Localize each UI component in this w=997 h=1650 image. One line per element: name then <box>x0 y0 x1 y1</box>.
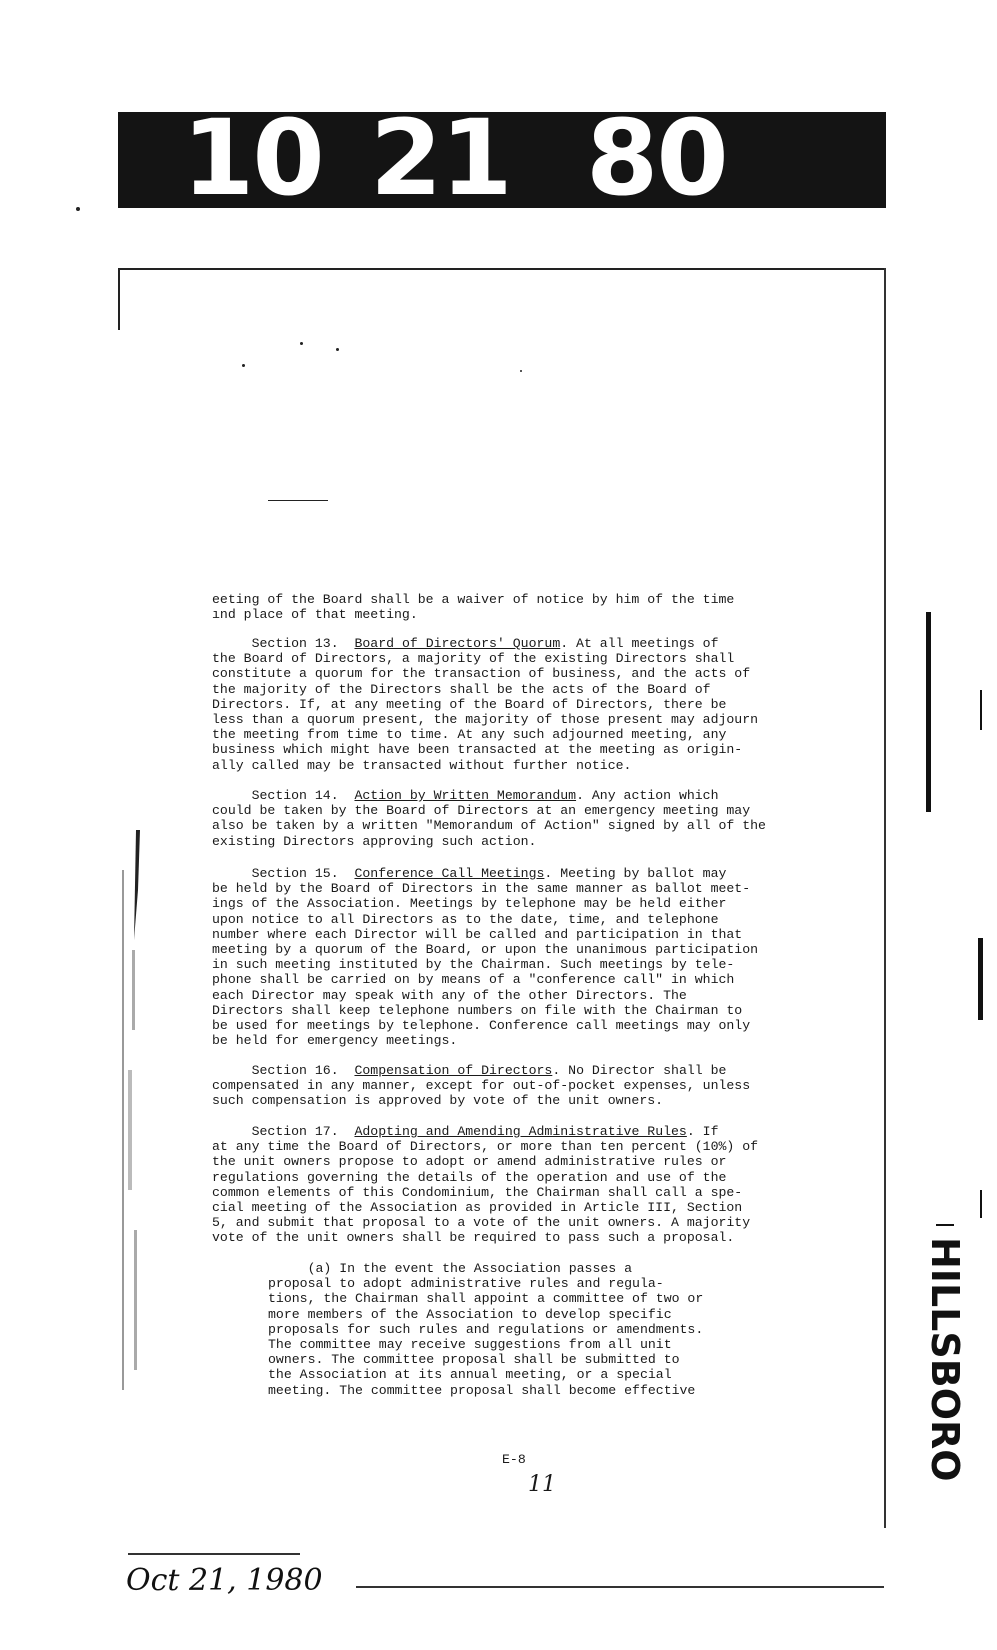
stamp-rule <box>936 1224 954 1226</box>
hillsboro-stamp <box>922 1237 968 1513</box>
left-margin-noise <box>118 830 166 1390</box>
frame-top-line <box>118 268 886 270</box>
margin-bar-middle <box>978 938 983 1020</box>
scan-speck <box>242 364 245 367</box>
section-13-title: Board of Directors' Quorum <box>354 636 561 651</box>
scan-streak <box>268 500 328 501</box>
section-17-paragraph <box>212 1124 810 1246</box>
section-17-body: . If at any time the Board of Directors, or more than ten percent (10%) of the unit owners propose to adopt or amend administrative rules or regulations governing the details of the operation and use of the common elements of this Condominium, the Chairman shall call a spe- cial meeting of the Association as provided in Article III, Section 5, and submit that proposal to a vote of the unit owners. A majority vote of the unit owners shall be required to pass such a proposal. <box>212 1124 759 1246</box>
frame-left-line <box>118 268 120 330</box>
section-16-paragraph <box>212 1063 810 1109</box>
handwritten-date-text: Oct 21, 1980 <box>126 1563 323 1598</box>
section-15-label: Section 15. <box>251 866 339 881</box>
date-banner <box>118 97 886 219</box>
section-17-title: Adopting and Amending Administrative Rules <box>354 1124 687 1139</box>
section-17a-paragraph: (a) In the event the Association passes a proposal to adopt administrative rules and regula- tions, the Chairman shall appoint a committee of two or more members of the Association to develop specific proposals for such rules and regulations or amendments. The committee may receive suggestions from all unit owners. The committee proposal shall be submitted to the Association at its annual meeting, or a special meeting. The committee proposal shall become effective <box>268 1261 704 1398</box>
margin-bar-top <box>926 612 931 812</box>
section-13-label: Section 13. <box>251 636 339 651</box>
scan-speck <box>76 207 80 211</box>
scan-speck <box>520 370 522 372</box>
section-14-title: Action by Written Memorandum <box>354 788 577 803</box>
margin-tick <box>980 1190 982 1218</box>
continuation-paragraph: eeting of the Board shall be a waiver of notice by him of the time ınd place of that meeting. <box>212 592 735 623</box>
section-16-body: . No Director shall be compensated in any manner, except for out-of-pocket expenses, unless such compensation is approved by vote of the unit owners. <box>212 1063 751 1109</box>
frame-right-line <box>884 268 886 1528</box>
banner-month: 10 <box>182 97 323 219</box>
section-14-label: Section 14. <box>251 788 339 803</box>
page-number: E-8 <box>502 1452 526 1467</box>
section-16-label: Section 16. <box>251 1063 339 1078</box>
section-15-body: . Meeting by ballot may be held by the Board of Directors in the same manner as ballot meet- ings of the Association. Meetings by telephone may be held either upon notice to all Directors as to the date, time, and telephone number where each Director will be called and participation in that meeting by a quorum of the Board, or upon the unanimous participation in such meeting instituted by the Chairman. Such meetings by tele- phone shall be carried on by means of a "conference call" in which each Director may speak with any of the other Directors. The Directors shall keep telephone numbers on file with the Chairman to be used for meetings by telephone. Conference call meetings may only be held for emergency meetings. <box>212 866 759 1049</box>
hillsboro-stamp-text: HILLSBORO <box>923 1237 967 1482</box>
section-13-body: . At all meetings of the Board of Directors, a majority of the existing Directors shall constitute a quorum for the transaction of business, and the acts of the majority of the Directors shall be the acts of the Board of Directors. If, at any meeting of the Board of Directors, there be less than a quorum present, the majority of those present may adjourn the meeting from time to time. At any such adjourned meeting, any business which might have been transacted at the meeting as origin- ally called may be transacted without further notice. <box>212 636 759 773</box>
section-15-title: Conference Call Meetings <box>354 866 545 881</box>
section-14-body: . Any action which could be taken by the Board of Directors at an emergency meeting may also be taken by a written "Memorandum of Action" signed by all of the existing Directors approving such action. <box>212 788 766 849</box>
margin-tick <box>980 690 982 730</box>
scan-speck <box>300 342 303 345</box>
handwritten-date <box>120 1550 323 1600</box>
section-14-paragraph <box>212 788 810 849</box>
bottom-rule-line <box>356 1586 884 1588</box>
page-handwritten-mark: 11 <box>528 1472 556 1497</box>
scan-speck <box>336 348 339 351</box>
section-17-label: Section 17. <box>251 1124 339 1139</box>
section-16-title: Compensation of Directors <box>354 1063 553 1078</box>
banner-year: 80 <box>586 97 727 219</box>
section-13-paragraph <box>212 636 810 773</box>
banner-day: 21 <box>370 97 511 219</box>
section-15-paragraph <box>212 866 810 1048</box>
